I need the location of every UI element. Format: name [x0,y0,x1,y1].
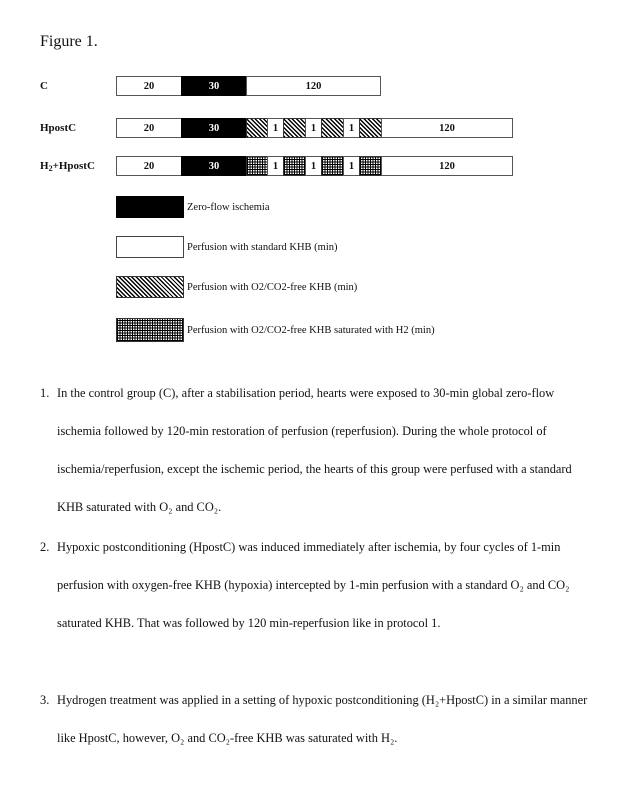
segment-stabilisation: 20 [116,118,182,138]
segment-ischemia: 30 [181,118,247,138]
legend-swatch-free [116,276,184,298]
row-label-hpostc: HpostC [40,122,77,134]
legend-swatch-h2 [116,318,184,342]
legend-label-h2: Perfusion with O2/CO2-free KHB saturated with H2 (min) [187,325,435,336]
segment-stabilisation: 20 [116,156,182,176]
segment-reperfusion: 120 [246,76,381,96]
list-item-text: In the control group (C), after a stabilisation period, hearts were exposed to 30-min global zero-flow ischemia followed by 120-min restoration of perfusion (reperfusion). During the whole protocol of ischemia/reperfusion, except the ischemic period, the hearts of this group were perfused with a standard KHB saturated with O₂ and CO₂. [57,386,572,514]
legend-label-free: Perfusion with O2/CO2-free KHB (min) [187,282,358,293]
segment-h2-hypoxia [246,156,268,176]
segment-reperfusion: 120 [381,118,513,138]
segment-normoxia: 1 [267,156,284,176]
segment-ischemia: 30 [181,76,247,96]
segment-hypoxia [283,118,306,138]
row-label-c: C [40,80,48,92]
segment-stabilisation: 20 [116,76,182,96]
segment-hypoxia [246,118,268,138]
segment-hypoxia [359,118,382,138]
segment-h2-hypoxia [321,156,344,176]
figure-title: Figure 1. [40,33,98,50]
segment-normoxia: 1 [305,156,322,176]
legend-label-standard: Perfusion with standard KHB (min) [187,242,338,253]
segment-reperfusion: 120 [381,156,513,176]
segment-hypoxia [321,118,344,138]
legend-swatch-standard [116,236,184,258]
segment-normoxia: 1 [305,118,322,138]
legend-label-ischemia: Zero-flow ischemia [187,202,270,213]
segment-normoxia: 1 [343,156,360,176]
segment-h2-hypoxia [283,156,306,176]
segment-normoxia: 1 [267,118,284,138]
segment-ischemia: 30 [181,156,247,176]
list-item-text: Hypoxic postconditioning (HpostC) was induced immediately after ischemia, by four cycles of 1-min perfusion with oxygen-free KHB (hypoxia) intercepted by 1-min perfusion with a standard O₂ and CO₂ saturated KHB. That was followed by 120 min-reperfusion like in protocol 1. [57,540,570,630]
list-item: 1. In the control group (C), after a stabilisation period, hearts were exposed to 30-min global zero-flow ischemia followed by 120-min restoration of perfusion (reperfusion). During the whole protocol of ischemia/reperfusion, except the ischemic period, the hearts of this group were perfused with a standard KHB saturated with O₂ and CO₂. [40,374,590,526]
list-item: 3. Hydrogen treatment was applied in a setting of hypoxic postconditioning (H₂+HpostC) in a similar manner like HpostC, however, O₂ and CO₂-free KHB was saturated with H₂. [40,681,590,757]
list-item-text: Hydrogen treatment was applied in a setting of hypoxic postconditioning (H₂+HpostC) in a similar manner like HpostC, however, O₂ and CO₂-free KHB was saturated with H₂. [57,693,588,745]
legend-swatch-ischemia [116,196,184,218]
list-item: 2. Hypoxic postconditioning (HpostC) was induced immediately after ischemia, by four cycles of 1-min perfusion with oxygen-free KHB (hypoxia) intercepted by 1-min perfusion with a standard O₂ and CO₂ saturated KHB. That was followed by 120 min-reperfusion like in protocol 1. [40,528,590,642]
segment-normoxia: 1 [343,118,360,138]
segment-h2-hypoxia [359,156,382,176]
row-label-h2-hpostc: $H_2+HpostC$ [40,160,95,173]
